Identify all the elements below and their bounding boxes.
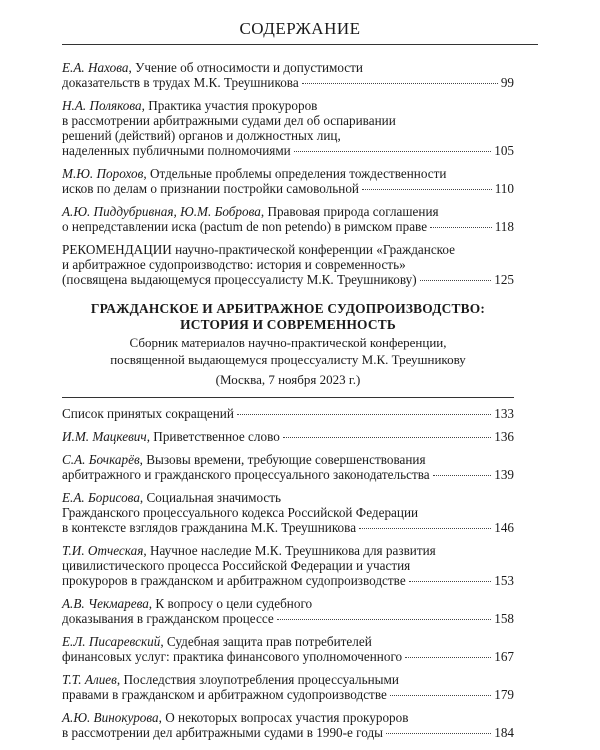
toc-entry-title-line: в контексте взглядов гражданина М.К. Треушникова [62, 520, 357, 535]
toc-entry [62, 429, 514, 444]
toc-entry-title-line: правами в гражданском и арбитражном судопроизводстве [62, 687, 387, 702]
toc-entry-last-line [62, 75, 514, 90]
toc-entry-author: Е.Л. Писаревский [62, 634, 161, 649]
toc-entry-page: 110 [494, 181, 514, 196]
toc-part-2 [62, 406, 514, 740]
toc-entry-author: Т.И. Отческая [62, 543, 144, 558]
toc-entry-line: А.Ю. Пиддубривная, Ю.М. Боброва, Правовая природа соглашения [62, 204, 439, 219]
toc-entry [62, 452, 514, 482]
toc-entry-title-line: Отдельные проблемы определения тождественности [149, 166, 447, 181]
toc-entry-line: С.А. Бочкарёв, Вызовы времени, требующие совершенствования [62, 452, 426, 467]
section-title-line-2: ИСТОРИЯ И СОВРЕМЕННОСТЬ [180, 317, 396, 332]
toc-entry-title-line: Учение об относимости и допустимости [135, 60, 363, 75]
dot-leader [362, 189, 492, 190]
toc-entry-page: 125 [494, 272, 514, 287]
toc-entry-page: 184 [494, 725, 514, 740]
toc-entry-line: Н.А. Полякова, Практика участия прокуроров [62, 98, 318, 113]
toc-part-1 [62, 60, 514, 287]
toc-entry-author: М.Ю. Порохов [62, 166, 144, 181]
toc-entry-title-line: прокуроров в гражданском и арбитражном судопроизводстве [62, 573, 406, 588]
toc-entry-text [62, 520, 356, 535]
toc-entry-page: 167 [494, 649, 514, 664]
toc-entry-text [62, 406, 234, 421]
toc-entry-page: 139 [494, 467, 514, 482]
toc-entry-author: И.М. Мацкевич [62, 429, 147, 444]
toc-entry-title-line: исков по делам о признании постройки самовольной [62, 181, 359, 196]
toc-entry-author: Т.Т. Алиев [62, 672, 117, 687]
toc-entry-line [62, 558, 514, 573]
section-date: (Москва, 7 ноября 2023 г.) [215, 372, 361, 387]
toc-entry-last-line [62, 219, 514, 234]
toc-entry-title-line: Судебная защита прав потребителей [166, 634, 372, 649]
section-title-line-1: ГРАЖДАНСКОЕ И АРБИТРАЖНОЕ СУДОПРОИЗВОДСТВО: [90, 301, 486, 316]
toc-entry-title-line: и арбитражное судопроизводство: история и современность» [62, 257, 406, 272]
toc-entry [62, 60, 514, 90]
toc-entry-text [62, 272, 417, 287]
toc-entry-line: Т.Т. Алиев, Последствия злоупотребления процессуальными [62, 672, 399, 687]
toc-entry [62, 204, 514, 234]
section-divider [62, 397, 514, 398]
toc-entry [62, 242, 514, 287]
dot-leader [237, 414, 491, 415]
toc-entry-page: 153 [494, 573, 514, 588]
toc-entry-author: А.Ю. Пиддубривная, Ю.М. Боброва [62, 204, 261, 219]
dot-leader [386, 733, 491, 734]
dot-leader [433, 475, 492, 476]
section-subtitle-line-2: посвященной выдающемуся процессуалисту М.К. Треушникову [110, 352, 466, 367]
toc-entry-last-line [62, 143, 514, 158]
toc-entry-title-line: в рассмотрении дел арбитражными судами в 1990-е годы [62, 725, 384, 740]
toc-entry-author: А.Ю. Винокурова [62, 710, 159, 725]
toc-entry-line: Е.Л. Писаревский, Судебная защита прав потребителей [62, 634, 372, 649]
toc-entry-text [62, 219, 427, 234]
toc-entry-text [62, 611, 274, 626]
toc-entry [62, 543, 514, 588]
toc-entry-line [62, 505, 514, 520]
toc-entry-title-line: Вызовы времени, требующие совершенствования [146, 452, 426, 467]
toc-entry-text [62, 649, 402, 664]
toc-entry-title-line: решений (действий) органов и должностных лиц, [62, 128, 341, 143]
toc-entry-last-line [62, 725, 514, 740]
toc-entry [62, 490, 514, 535]
dot-leader [302, 83, 498, 84]
toc-entry-title-line: наделенных публичными полномочиями [62, 143, 291, 158]
toc-entry-line: М.Ю. Порохов, Отдельные проблемы определения тождественности [62, 166, 447, 181]
toc-entry-text [62, 467, 430, 482]
page-header [62, 0, 538, 45]
dot-leader [359, 528, 491, 529]
toc-entry-title-line: финансовых услуг: практика финансового уполномоченного [62, 649, 403, 664]
toc-entry-title-line: Научное наследие М.К. Треушникова для развития [149, 543, 436, 558]
toc-entry-title-line: арбитражного и гражданского процессуального законодательства [62, 467, 430, 482]
dot-leader [405, 657, 491, 658]
toc-entry-last-line [62, 272, 514, 287]
toc-entry-title-line: доказывания в гражданском процессе [62, 611, 274, 626]
toc-entry-line [62, 242, 514, 257]
toc-entry-title-line: Социальная значимость [146, 490, 282, 505]
dot-leader [294, 151, 491, 152]
toc-entry-text [62, 573, 406, 588]
toc-entry-last-line [62, 467, 514, 482]
dot-leader [430, 227, 492, 228]
toc-entry-author: Н.А. Полякова [62, 98, 142, 113]
toc-entry-page: 133 [494, 406, 514, 421]
toc-entry-text [62, 143, 291, 158]
toc-entry-title-line: Последствия злоупотребления процессуальными [123, 672, 399, 687]
toc-entry-page: 105 [494, 143, 514, 158]
dot-leader [277, 619, 492, 620]
dot-leader [409, 581, 492, 582]
toc-entry-line: Е.А. Борисова, Социальная значимость [62, 490, 282, 505]
toc-entry-last-line [62, 611, 514, 626]
toc-entry-line: А.Ю. Винокурова, О некоторых вопросах участия прокуроров [62, 710, 409, 725]
toc-entry [62, 98, 514, 158]
toc-entry-line [62, 113, 514, 128]
toc-entry-line: А.В. Чекмарева, К вопросу о цели судебного [62, 596, 313, 611]
toc-entry [62, 710, 514, 740]
toc-entry-page: 158 [494, 611, 514, 626]
toc-entry-title-line: Гражданского процессуального кодекса Российской Федерации [62, 505, 419, 520]
toc-entry-text [62, 181, 359, 196]
page-title: СОДЕРЖАНИЕ [239, 19, 361, 38]
toc-entry-title-line: (посвящена выдающемуся процессуалисту М.К. Треушникову) [62, 272, 417, 287]
toc-entry-title-line: Список принятых сокращений [62, 406, 234, 421]
toc-entry-last-line [62, 181, 514, 196]
toc-entry-author: А.В. Чекмарева [62, 596, 149, 611]
dot-leader [420, 280, 492, 281]
toc-entry-text [62, 75, 299, 90]
section-heading [62, 301, 514, 387]
toc-entry-title-line: Правовая природа соглашения [267, 204, 439, 219]
toc-entry-text [62, 687, 387, 702]
toc-entry-line [62, 257, 514, 272]
toc-entry [62, 166, 514, 196]
toc-entry [62, 406, 514, 421]
toc-entry-page: 136 [494, 429, 514, 444]
dot-leader [390, 695, 491, 696]
toc-entry [62, 672, 514, 702]
toc-entry-text [62, 725, 383, 740]
toc-entry-last-line [62, 406, 514, 421]
toc-entry-line: Е.А. Нахова, Учение об относимости и допустимости [62, 60, 363, 75]
section-subtitle-line-1: Сборник материалов научно-практической конференции, [129, 335, 447, 350]
toc-entry-last-line [62, 573, 514, 588]
toc-entry-line: Т.И. Отческая, Научное наследие М.К. Треушникова для развития [62, 543, 436, 558]
toc-entry-page: 118 [494, 219, 514, 234]
toc-entry-title-line: РЕКОМЕНДАЦИИ научно-практической конференции «Гражданское [62, 242, 456, 257]
toc [62, 60, 514, 748]
toc-entry-page: 179 [494, 687, 514, 702]
toc-entry-last-line [62, 649, 514, 664]
toc-entry-title-line: Приветственное слово [153, 429, 280, 444]
toc-entry-title-line: доказательств в трудах М.К. Треушникова [62, 75, 299, 90]
dot-leader [283, 437, 491, 438]
toc-entry-author: Е.А. Борисова [62, 490, 140, 505]
toc-entry-text: И.М. Мацкевич, Приветственное слово [62, 429, 280, 444]
toc-entry-last-line [62, 429, 514, 444]
toc-entry-author: С.А. Бочкарёв [62, 452, 140, 467]
toc-entry-author: Е.А. Нахова [62, 60, 129, 75]
toc-entry-last-line [62, 687, 514, 702]
toc-entry-title-line: О некоторых вопросах участия прокуроров [165, 710, 409, 725]
toc-entry-last-line [62, 520, 514, 535]
toc-entry-title-line: Практика участия прокуроров [148, 98, 318, 113]
toc-entry [62, 634, 514, 664]
toc-entry-page: 99 [500, 75, 514, 90]
toc-entry-page: 146 [494, 520, 514, 535]
toc-entry-line [62, 128, 514, 143]
toc-entry-title-line: о непредставлении иска (pactum de non petendo) в римском праве [62, 219, 428, 234]
toc-entry-title-line: в рассмотрении арбитражными судами дел об оспаривании [62, 113, 396, 128]
toc-entry-title-line: К вопросу о цели судебного [155, 596, 313, 611]
toc-entry-title-line: цивилистического процесса Российской Федерации и участия [62, 558, 411, 573]
toc-entry [62, 596, 514, 626]
